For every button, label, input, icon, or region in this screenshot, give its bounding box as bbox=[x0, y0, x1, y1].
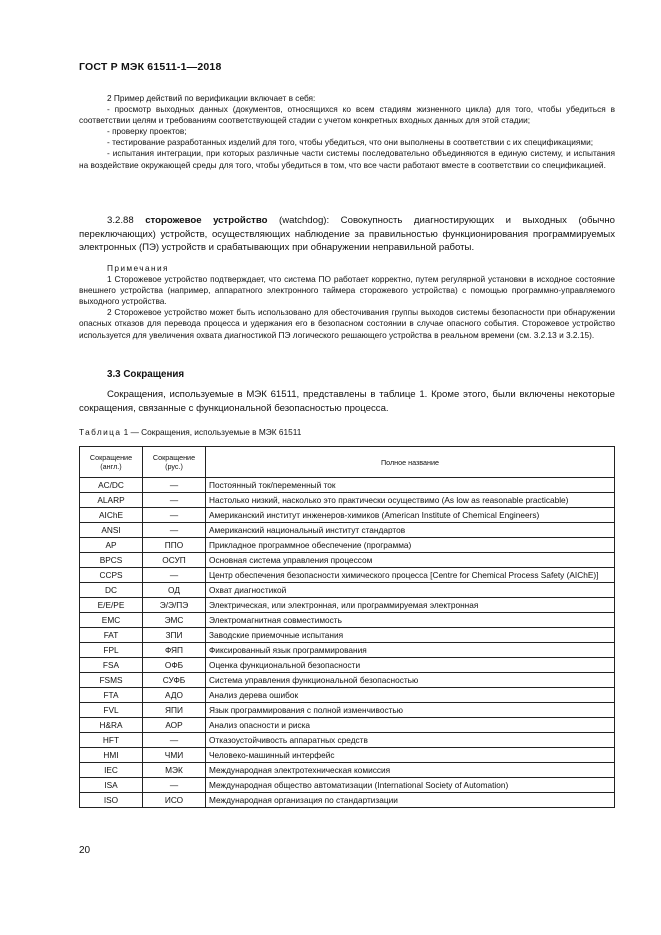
cell-abbr-en: BPCS bbox=[80, 553, 143, 568]
cell-full-name: Электромагнитная совместимость bbox=[206, 613, 615, 628]
table-row bbox=[80, 628, 615, 643]
cell-abbr-ru: ЗПИ bbox=[143, 628, 206, 643]
cell-full-name: Отказоустойчивость аппаратных средств bbox=[206, 733, 615, 748]
table-row bbox=[80, 778, 615, 793]
table-row bbox=[80, 598, 615, 613]
cell-abbr-ru: АОР bbox=[143, 718, 206, 733]
term-english: (watchdog) bbox=[279, 215, 327, 226]
cell-abbr-en: ANSI bbox=[80, 523, 143, 538]
example-item: - тестирование разработанных изделий для того, чтобы убедиться, что они выполнены в соответствии с их спецификациями; bbox=[107, 137, 594, 148]
cell-full-name: Анализ опасности и риска bbox=[206, 718, 615, 733]
table-row bbox=[80, 553, 615, 568]
cell-abbr-ru: ЯПИ bbox=[143, 703, 206, 718]
table-row bbox=[80, 523, 615, 538]
cell-abbr-ru: ЧМИ bbox=[143, 748, 206, 763]
cell-abbr-en: FVL bbox=[80, 703, 143, 718]
example-2-block bbox=[79, 93, 615, 171]
cell-full-name: Заводские приемочные испытания bbox=[206, 628, 615, 643]
cell-abbr-ru: МЭК bbox=[143, 763, 206, 778]
table-row bbox=[80, 643, 615, 658]
term-name: сторожевое устройство bbox=[145, 215, 268, 226]
cell-abbr-en: FPL bbox=[80, 643, 143, 658]
table-row bbox=[80, 478, 615, 493]
cell-abbr-en: FAT bbox=[80, 628, 143, 643]
table-row bbox=[80, 748, 615, 763]
note-item: 1 Сторожевое устройство подтверждает, что система ПО работает корректно, путем регулярной установки в исходное состояние внешнего устройства (например, аппаратного электронного таймера сторожевого устройства) с помощью программно-управляемого выходного устройства. bbox=[79, 274, 615, 307]
cell-abbr-ru: ОСУП bbox=[143, 553, 206, 568]
table-row bbox=[80, 703, 615, 718]
cell-abbr-ru: Э/Э/ПЭ bbox=[143, 598, 206, 613]
term-definition bbox=[79, 214, 615, 255]
cell-full-name: Настолько низкий, насколько это практически осуществимо (As low as reasonable practicable) bbox=[206, 493, 615, 508]
cell-full-name: Человеко-машинный интерфейс bbox=[206, 748, 615, 763]
cell-abbr-ru: ППО bbox=[143, 538, 206, 553]
cell-full-name: Центр обеспечения безопасности химического процесса [Centre for Chemical Process Safety (AIChE)] bbox=[206, 568, 615, 583]
term-definition-text: : Совокупность диагностирующих и выходных (обычно переключающих) устройств, осуществляющих наблюдение за правильностью функционирования программируемых электронных (ПЭ) устройств и срабатывающих при обнаружении неправильной работы. bbox=[79, 215, 616, 254]
table-row bbox=[80, 568, 615, 583]
cell-abbr-ru: ОД bbox=[143, 583, 206, 598]
example-item: - испытания интеграции, при которых различные части системы последовательно объединяются в единую систему, и испытания на воздействие окружающей среды для того, чтобы убедиться в том, что все части работают вместе в соответствии со спецификацией. bbox=[79, 148, 615, 170]
cell-abbr-en: ISA bbox=[80, 778, 143, 793]
table-row bbox=[80, 493, 615, 508]
cell-abbr-en: DC bbox=[80, 583, 143, 598]
cell-full-name: Основная система управления процессом bbox=[206, 553, 615, 568]
cell-abbr-ru: — bbox=[143, 478, 206, 493]
table-row bbox=[80, 763, 615, 778]
section-text: Сокращения, используемые в МЭК 61511, представлены в таблице 1. Кроме этого, были включены некоторые сокращения, связанные с функциональной безопасностью процесса. bbox=[79, 389, 615, 414]
cell-abbr-en: E/E/PE bbox=[80, 598, 143, 613]
note-item: 2 Сторожевое устройство может быть использовано для обесточивания группы выходов системы безопасности при обнаружении опасных отказов для перевода процесса и удержания его в безопасном состоянии в случае опасного события. Сторожевое устройство используется для увеличения охвата диагностикой ПЭ логического решающего устройства в реальном времени (см. 3.2.13 и 3.2.15). bbox=[79, 307, 615, 340]
cell-abbr-en: AC/DC bbox=[80, 478, 143, 493]
cell-full-name: Анализ дерева ошибок bbox=[206, 688, 615, 703]
table-row bbox=[80, 718, 615, 733]
example-item: - проверку проектов; bbox=[107, 126, 187, 137]
cell-abbr-ru: ЭМС bbox=[143, 613, 206, 628]
notes-block bbox=[79, 263, 615, 341]
table-row bbox=[80, 538, 615, 553]
cell-full-name: Американский институт инженеров-химиков (American Institute of Chemical Engineers) bbox=[206, 508, 615, 523]
cell-full-name: Оценка функциональной безопасности bbox=[206, 658, 615, 673]
cell-abbr-ru: — bbox=[143, 523, 206, 538]
cell-abbr-en: AP bbox=[80, 538, 143, 553]
cell-abbr-ru: — bbox=[143, 493, 206, 508]
header-abbr-ru: Сокращение (рус.) bbox=[143, 447, 206, 478]
term-number: 3.2.88 bbox=[107, 215, 134, 226]
cell-abbr-en: HMI bbox=[80, 748, 143, 763]
cell-abbr-ru: СУФБ bbox=[143, 673, 206, 688]
cell-full-name: Система управления функциональной безопасностью bbox=[206, 673, 615, 688]
cell-abbr-en: CCPS bbox=[80, 568, 143, 583]
table-body bbox=[80, 478, 615, 808]
table-header-row bbox=[80, 447, 615, 478]
cell-abbr-en: ISO bbox=[80, 793, 143, 808]
example-intro: 2 Пример действий по верификации включает в себя: bbox=[107, 93, 316, 103]
table-row bbox=[80, 583, 615, 598]
cell-full-name: Международная организация по стандартизации bbox=[206, 793, 615, 808]
table-caption-text: 1 — Сокращения, используемые в МЭК 61511 bbox=[123, 427, 302, 437]
cell-full-name: Язык программирования с полной изменчивостью bbox=[206, 703, 615, 718]
cell-full-name: Американский национальный институт стандартов bbox=[206, 523, 615, 538]
header-abbr-en: Сокращение (англ.) bbox=[80, 447, 143, 478]
table-row bbox=[80, 793, 615, 808]
cell-abbr-ru: ОФБ bbox=[143, 658, 206, 673]
cell-abbr-ru: — bbox=[143, 508, 206, 523]
cell-abbr-en: FSA bbox=[80, 658, 143, 673]
cell-full-name: Постоянный ток/переменный ток bbox=[206, 478, 615, 493]
cell-abbr-ru: ИСО bbox=[143, 793, 206, 808]
notes-heading: Примечания bbox=[107, 263, 169, 273]
cell-abbr-ru: ФЯП bbox=[143, 643, 206, 658]
cell-abbr-en: IEC bbox=[80, 763, 143, 778]
table-caption-prefix: Таблица bbox=[79, 427, 122, 437]
cell-full-name: Прикладное программное обеспечение (программа) bbox=[206, 538, 615, 553]
cell-abbr-en: EMC bbox=[80, 613, 143, 628]
cell-abbr-en: ALARP bbox=[80, 493, 143, 508]
table-row bbox=[80, 688, 615, 703]
cell-abbr-ru: — bbox=[143, 568, 206, 583]
table-row bbox=[80, 673, 615, 688]
cell-abbr-en: AIChE bbox=[80, 508, 143, 523]
cell-abbr-en: FSMS bbox=[80, 673, 143, 688]
table-row bbox=[80, 658, 615, 673]
cell-abbr-en: H&RA bbox=[80, 718, 143, 733]
page-number: 20 bbox=[79, 845, 91, 856]
example-item: - просмотр выходных данных (документов, относящихся ко всем стадиям жизненного цикла) для того, чтобы убедиться в соответствии целям и требованиям соответствующей стадии с учетом конкретных входных данных для этой стадии; bbox=[79, 104, 615, 126]
cell-abbr-ru: — bbox=[143, 778, 206, 793]
section-title: 3.3 Сокращения bbox=[107, 369, 185, 380]
abbreviations-table bbox=[79, 446, 615, 808]
cell-full-name: Международная общество автоматизации (International Society of Automation) bbox=[206, 778, 615, 793]
header-full-name: Полное название bbox=[206, 447, 615, 478]
cell-abbr-ru: — bbox=[143, 733, 206, 748]
cell-full-name: Фиксированный язык программирования bbox=[206, 643, 615, 658]
document-header: ГОСТ Р МЭК 61511-1—2018 bbox=[79, 61, 222, 73]
cell-abbr-en: HFT bbox=[80, 733, 143, 748]
table-row bbox=[80, 508, 615, 523]
cell-full-name: Международная электротехническая комиссия bbox=[206, 763, 615, 778]
cell-full-name: Охват диагностикой bbox=[206, 583, 615, 598]
cell-abbr-ru: АДО bbox=[143, 688, 206, 703]
table-row bbox=[80, 733, 615, 748]
cell-abbr-en: FTA bbox=[80, 688, 143, 703]
cell-full-name: Электрическая, или электронная, или программируемая электронная bbox=[206, 598, 615, 613]
section-3-3 bbox=[79, 369, 615, 415]
table-caption bbox=[79, 427, 615, 437]
table-row bbox=[80, 613, 615, 628]
